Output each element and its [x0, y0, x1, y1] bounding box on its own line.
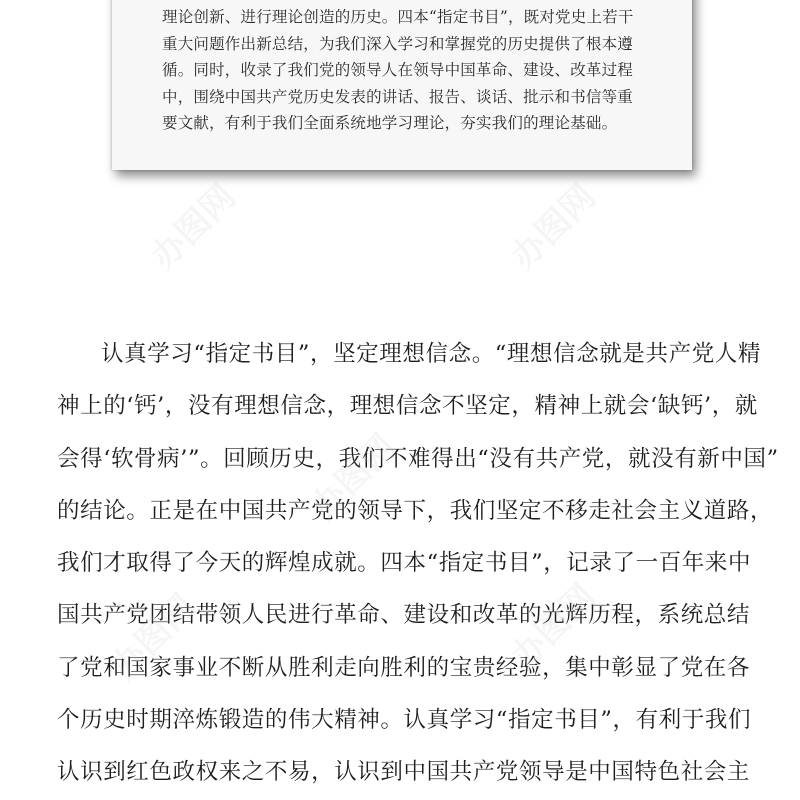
watermark-logo: 办图网 — [103, 586, 204, 688]
watermark-logo: 办图网 — [503, 176, 604, 278]
paragraph-line: 国共产党团结带领人民进行革命、建设和改革的光辉历程，系统总结 — [57, 602, 751, 629]
article-paragraph — [57, 328, 779, 799]
quote-line: 理论创新、进行理论创造的历史。四本“指定书目”，既对党史上若干 — [162, 8, 634, 26]
quote-line: 中，围绕中国共产党历史发表的讲话、报告、谈话、批示和书信等重 — [162, 87, 634, 106]
quote-line: 循。同时，收录了我们党的领导人在领导中国革命、建设、改革过程 — [162, 61, 634, 80]
quote-line: 重大问题作出新总结，为我们深入学习和掌握党的历史提供了根本遵 — [162, 34, 634, 53]
watermark-logo: 办图网 — [303, 426, 404, 528]
quote-line: 要文献，有利于我们全面系统地学习理论，夯实我们的理论基础。 — [162, 114, 618, 133]
paragraph-line: 我们才取得了今天的辉煌成就。四本“指定书目”，记录了一百年来中 — [57, 550, 752, 577]
paragraph-line: 了党和国家事业不断从胜利走向胜利的宝贵经验，集中彰显了党在各 — [57, 654, 751, 681]
paragraph-line: 会得‘软骨病’”。回顾历史，我们不难得出“没有共产党，就没有新中国” — [57, 445, 779, 472]
paragraph-line: 个历史时期淬炼锻造的伟大精神。认真学习“指定书目”，有利于我们 — [57, 707, 752, 734]
paragraph-line: 认真学习“指定书目”，坚定理想信念。“理想信念就是共产党人精 — [101, 341, 762, 367]
paragraph-line: 神上的‘钙’，没有理想信念，理想信念不坚定，精神上就会‘缺钙’，就 — [57, 393, 758, 420]
watermark-logo: 办图网 — [143, 176, 244, 278]
paragraph-line: 认识到红色政权来之不易，认识到中国共产党领导是中国特色社会主 — [57, 759, 751, 786]
watermark-logo: 办图网 — [503, 576, 604, 678]
quote-text — [162, 4, 682, 137]
paragraph-line: 的结论。正是在中国共产党的领导下，我们坚定不移走社会主义道路， — [57, 497, 774, 524]
